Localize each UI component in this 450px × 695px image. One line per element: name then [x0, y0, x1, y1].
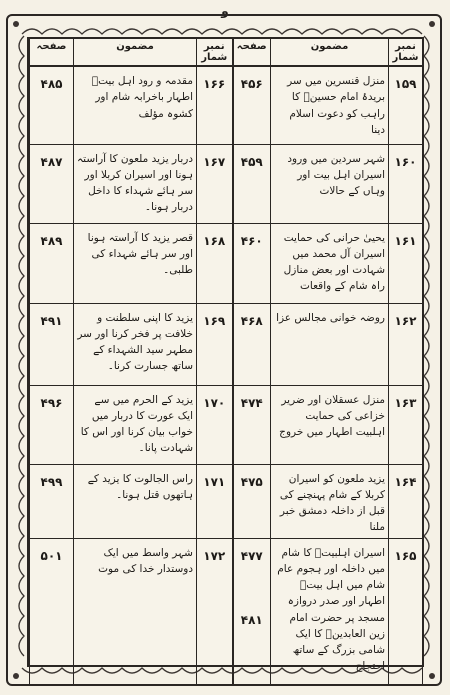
topic-text: راس الجالوت کا یزید کے ہاتھوں قتل ہونا۔: [74, 464, 197, 538]
table-row: [30, 385, 423, 464]
serial-number: ۱۶۸: [197, 223, 233, 303]
page-ref: ۴۵۹: [233, 144, 271, 223]
topic-text: یزید کا اپنی سلطنت و خلافت پر فخر کرنا اور سر مطہر سید الشہداء کے ساتھ جسارت کرنا۔: [74, 303, 197, 385]
page-ref: ۴۷۴: [233, 385, 271, 464]
serial-number: ۱۷۰: [197, 385, 233, 464]
serial-number: ۱۶۰: [389, 144, 423, 223]
topic-text: روضہ خوانی مجالس عزا: [271, 303, 389, 385]
page-ref: ۵۰۱: [30, 538, 74, 684]
index-table: [27, 37, 424, 673]
header-page: صفحہ: [30, 39, 74, 66]
page-ref: ۴۸۹: [30, 223, 74, 303]
topic-text: یزید کے الحرم میں سے ایک عورت کا دربار میں خواب بیان کرنا اور اس کا شہادت پانا۔: [74, 385, 197, 464]
topic-text: شہر سردین میں ورود اسیران اہل بیت اور وہاں کے حالات: [271, 144, 389, 223]
page-ref: ۴۶۰: [233, 223, 271, 303]
topic-text: یزید ملعون کو اسیران کربلا کے شام پہنچنے کی قبل از داخلہ دمشق خبر ملنا: [271, 464, 389, 538]
page-ref: ۴۹۹: [30, 464, 74, 538]
topic-text: شہر واسط میں ایک دوستدار خدا کی موت: [74, 538, 197, 684]
serial-number: ۱۶۵: [389, 538, 423, 684]
topic-text: منزل عسقلان اور ضریر خزاعی کی حمایت اہلبیت اطہار میں خروج: [271, 385, 389, 464]
serial-number: ۱۷۲: [197, 538, 233, 684]
table-row: [30, 66, 423, 144]
serial-number: ۱۶۳: [389, 385, 423, 464]
page-number: و: [221, 4, 229, 18]
serial-number: ۱۵۹: [389, 66, 423, 144]
header-serial: نمبر شمار: [389, 39, 423, 66]
topic-text: یحییٰ حرانی کی حمایت اسیران آل محمد میں شہادت اور بعض منازل راہ شام کے واقعات: [271, 223, 389, 303]
header-serial: نمبر شمار: [197, 39, 233, 66]
topic-text: منزل قنسرین میں سر بریدۂ امام حسینؑ کا راہب کو دعوت اسلام دینا: [271, 66, 389, 144]
serial-number: ۱۶۹: [197, 303, 233, 385]
serial-number: ۱۶۶: [197, 66, 233, 144]
serial-number: ۱۷۱: [197, 464, 233, 538]
table-row: [30, 303, 423, 385]
table-header-row: [30, 39, 423, 66]
page-ref-second: ۴۸۱: [240, 613, 263, 628]
topic-text: دربار یزید ملعون کا آراستہ ہونا اور اسیران کربلا اور سر ہائے شہداء کا داخل دربار ہونا۔: [74, 144, 197, 223]
page-ref: ۴۹۱: [30, 303, 74, 385]
page-ref: ۴۵۶: [233, 66, 271, 144]
header-topic: مضمون: [271, 39, 389, 66]
page-ref: ۴۸۵: [30, 66, 74, 144]
table-row: [30, 538, 423, 684]
page-ref: ۴۷۵: [233, 464, 271, 538]
header-topic: مضمون: [74, 39, 197, 66]
topic-text: قصر یزید کا آراستہ ہونا اور سر ہائے شہداء کی طلبی۔: [74, 223, 197, 303]
page-ref: ۴۹۶: [30, 385, 74, 464]
header-page: صفحہ: [233, 39, 271, 66]
page-ref: ۴۶۸: [233, 303, 271, 385]
topic-text: مقدمہ و رود اہل بیتؑ اطہار باخرابہ شام اور کشوہ مؤلف: [74, 66, 197, 144]
serial-number: ۱۶۴: [389, 464, 423, 538]
page-ref: ۴۷۷: [240, 548, 263, 563]
table-row: [30, 144, 423, 223]
page-ref: ۴۸۷: [30, 144, 74, 223]
topic-text: اسیران اہلبیتؑ کا شام میں داخلہ اور ہجوم عام شام میں اہل بیتؑ اطہار اور صدر دروازہ مسجد پر حضرت امام زین العابدینؑ کا ایک شامی بزرگ کے ساتھ احتجاج: [271, 538, 389, 684]
serial-number: ۱۶۷: [197, 144, 233, 223]
table-row: [30, 223, 423, 303]
table-row: [30, 464, 423, 538]
serial-number: ۱۶۱: [389, 223, 423, 303]
serial-number: ۱۶۲: [389, 303, 423, 385]
page-ref-cell: [233, 538, 271, 684]
